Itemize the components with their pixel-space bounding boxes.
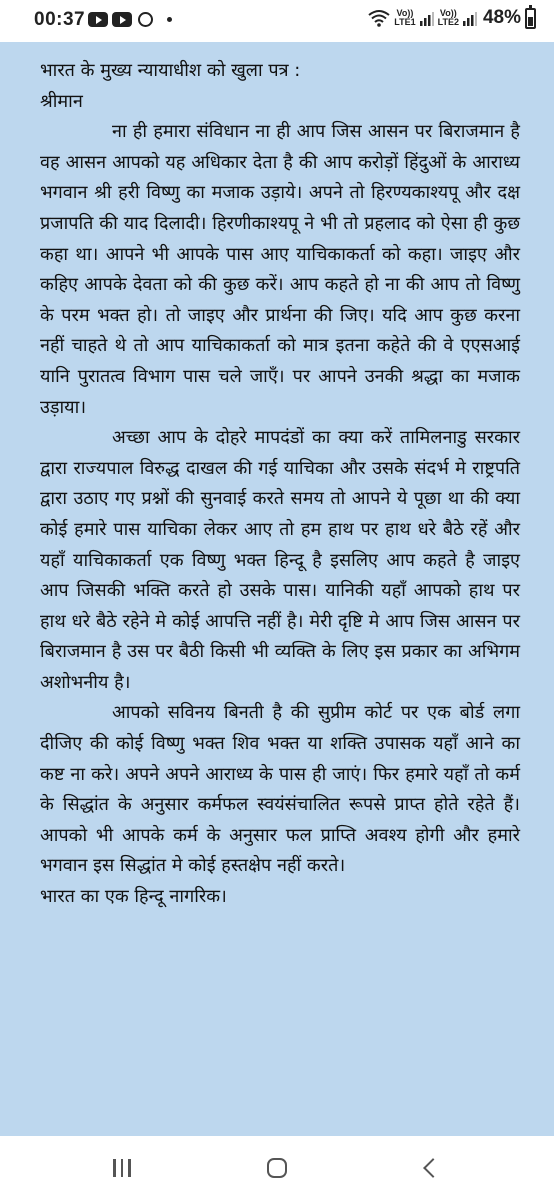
battery-percent: 48%	[482, 7, 521, 28]
sim2-label-top: Vo))	[439, 8, 457, 18]
wifi-icon	[368, 9, 390, 27]
sim1-label	[394, 9, 415, 27]
battery-fill	[528, 17, 533, 25]
sim1-label-bottom: LTE1	[394, 17, 416, 27]
document-text	[40, 56, 520, 913]
recents-icon	[113, 1159, 131, 1177]
recents-button[interactable]	[98, 1152, 146, 1184]
letter-signature: भारत का एक हिन्दू नागरिक।	[40, 886, 227, 908]
youtube-icon	[112, 12, 132, 27]
letter-salutation: श्रीमान	[40, 90, 83, 112]
sim2-label-bottom: LTE2	[437, 17, 459, 27]
back-button[interactable]	[406, 1152, 454, 1184]
sync-icon	[138, 12, 153, 27]
letter-paragraph: अच्छा आप के दोहरे मापदंडों का क्या करें तामिलनाडु सरकार द्वारा राज्यपाल विरुद्ध दाखल की गई याचिका और उसके संदर्भ मे राष्ट्रपति द्वारा उठाए गए प्रश्नों की सुनवाई करते समय तो आपने ये पूछा था की क्या कोई हमारे पास याचिका लेकर आए तो हम हाथ पर हाथ धरे बैठे रहें और यहाँ याचिकाकर्ता एक विष्णु भक्त हिन्दू है इसलिए आप कहते है जाइए आप जिसकी भक्ति करते हो उसके पास। यानिकी यहाँ आपको हाथ पर हाथ धरे बैठे रहेने मे कोई आपत्ति नहीं है। मेरी दृष्टि मे आप जिस आसन पर बिराजमान है उस पर बैठी किसी भी व्यक्ति के लिए इस प्रकार का अभिगम अशोभनीय है।	[40, 427, 520, 693]
notification-icons	[88, 12, 172, 27]
home-button[interactable]	[253, 1152, 301, 1184]
status-time: 00:37	[34, 9, 86, 30]
sim1-label-top: Vo))	[396, 8, 414, 18]
system-icons	[368, 7, 536, 29]
letter-paragraph: आपको सविनय बिनती है की सुप्रीम कोर्ट पर एक बोर्ड लगा दीजिए की कोई विष्णु भक्त शिव भक्त या शक्ति उपासक यहाँ आने का कष्ट ना करे। अपने अपने आराध्य के पास ही जाएं। फिर हमारे यहाँ तो कर्म के सिद्धांत के अनुसार कर्मफल स्वयंसंचालित रूपसे प्राप्त होते रहेते हैं। आपको भी आपके कर्म के अनुसार फल प्राप्ति अवश्य होगी और हमारे भगवान इस सिद्धांत मे कोई हस्तक्षेप नहीं करते।	[40, 702, 520, 877]
letter-title: भारत के मुख्य न्यायाधीश को खुला पत्र :	[40, 60, 301, 81]
signal-icon	[463, 10, 477, 26]
signal-icon	[420, 10, 434, 26]
letter-paragraph: ना ही हमारा संविधान ना ही आप जिस आसन पर बिराजमान है वह आसन आपको यह अधिकार देता है की आप करोड़ों हिंदुओं के आराध्य भगवान श्री हरी विष्णु का मजाक उड़ाये। अपने तो हिरण्यकाश्यपू और दक्ष प्रजापति की याद दिलादी। हिरणीकाश्यपू ने भी तो प्रहलाद को ऐसा ही कुछ कहा था। आपने भी आपके पास आए याचिकाकर्ता को कहा। जाइए और कहिए आपके देवता को की कुछ करें। आप कहते हो ना की आप तो विष्णु के परम भक्त हो। तो जाइए और प्रार्थना की जिए। यदि आप कुछ करना नहीं चाहते थे तो आप याचिकाकर्ता को मात्र इतना कहेते की वे एएसआई यानि पुरातत्व विभाग पास चले जाएँ। पर आपने उनकी श्रद्धा का मजाक उड़ाया।	[40, 121, 520, 418]
sim2-label	[438, 9, 459, 27]
back-icon	[423, 1158, 443, 1178]
navigation-bar	[0, 1136, 554, 1200]
home-icon	[267, 1158, 287, 1178]
battery-icon	[525, 8, 536, 29]
status-bar	[0, 0, 554, 42]
notification-dot-icon	[167, 17, 172, 22]
youtube-icon	[88, 12, 108, 27]
document-view[interactable]	[0, 42, 554, 1136]
